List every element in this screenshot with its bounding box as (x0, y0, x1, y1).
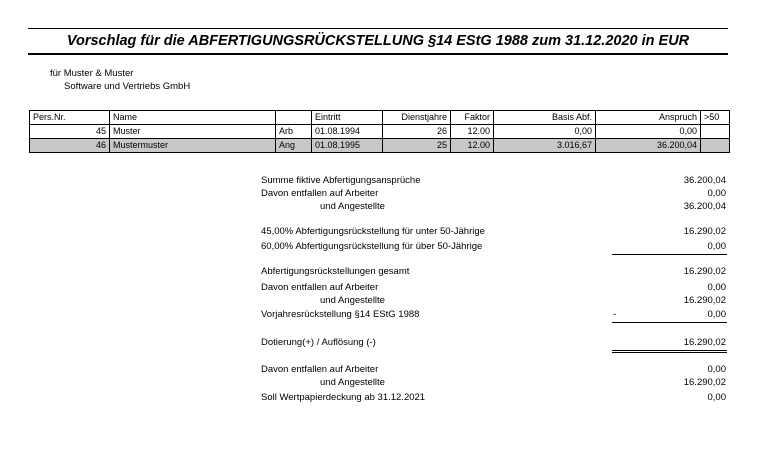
fiktiv-angestellte-value: 36.200,04 (683, 201, 726, 212)
cell-basis: 0,00 (494, 125, 596, 139)
dot-arbeiter-label: Davon entfallen auf Arbeiter (261, 364, 379, 375)
fiktiv-arbeiter-label: Davon entfallen auf Arbeiter (261, 188, 379, 199)
gesamt-arbeiter-label: Davon entfallen auf Arbeiter (261, 282, 379, 293)
col-header-anspruch: Anspruch (596, 111, 701, 125)
gesamt-value: 16.290,02 (683, 266, 726, 277)
cell-type: Ang (276, 139, 312, 153)
total-double-rule (612, 350, 727, 353)
ueber50-value: 0,00 (707, 241, 726, 252)
cell-dienstjahre: 26 (383, 125, 451, 139)
dot-angestellte-value: 16.290,02 (683, 377, 726, 388)
company-line-1: für Muster & Muster (50, 68, 134, 79)
gesamt-label: Abfertigungsrückstellungen gesamt (261, 266, 410, 277)
cell-basis: 3.016,67 (494, 139, 596, 153)
ueber50-label: 60,00% Abfertigungsrückstellung für über 50-Jährige (261, 241, 483, 252)
col-header-pers-nr: Pers.Nr. (30, 111, 110, 125)
col-header-dienstjahre: Dienstjahre (383, 111, 451, 125)
col-header-name: Name (110, 111, 276, 125)
cell-faktor: 12.00 (451, 139, 494, 153)
cell-pers-nr: 45 (30, 125, 110, 139)
cell-name: Muster (110, 125, 276, 139)
wertpapier-value: 0,00 (707, 392, 726, 403)
gesamt-angestellte-label: und Angestellte (320, 295, 385, 306)
fiktiv-arbeiter-value: 0,00 (707, 188, 726, 199)
report-title: Vorschlag für die ABFERTIGUNGSRÜCKSTELLUNG §14 EStG 1988 zum 31.12.2020 in EUR (28, 28, 728, 55)
cell-faktor: 12.00 (451, 125, 494, 139)
col-header-faktor: Faktor (451, 111, 494, 125)
cell-dienstjahre: 25 (383, 139, 451, 153)
fiktiv-label: Summe fiktive Abfertigungsansprüche (261, 175, 421, 186)
col-header-eintritt: Eintritt (312, 111, 383, 125)
dotierung-label: Dotierung(+) / Auflösung (-) (261, 337, 376, 348)
vorjahr-label: Vorjahresrückstellung §14 EStG 1988 (261, 309, 420, 320)
gesamt-angestellte-value: 16.290,02 (683, 295, 726, 306)
col-header-over50: >50 (701, 111, 730, 125)
cell-pers-nr: 46 (30, 139, 110, 153)
vorjahr-minus-sign: - (613, 309, 617, 320)
cell-eintritt: 01.08.1995 (312, 139, 383, 153)
dot-angestellte-label: und Angestellte (320, 377, 385, 388)
col-header-basis: Basis Abf. (494, 111, 596, 125)
dotierung-value: 16.290,02 (683, 337, 726, 348)
company-line-2: Software und Vertriebs GmbH (64, 81, 191, 92)
fiktiv-value: 36.200,04 (683, 175, 726, 186)
vorjahr-value: 0,00 (707, 309, 726, 320)
subtotal-rule (612, 254, 727, 255)
unter50-value: 16.290,02 (683, 226, 726, 237)
unter50-label: 45,00% Abfertigungsrückstellung für unter 50-Jährige (261, 226, 485, 237)
cell-type: Arb (276, 125, 312, 139)
gesamt-arbeiter-value: 0,00 (707, 282, 726, 293)
fiktiv-angestellte-label: und Angestellte (320, 201, 385, 212)
wertpapier-label: Soll Wertpapierdeckung ab 31.12.2021 (261, 392, 426, 403)
cell-name: Mustermuster (110, 139, 276, 153)
difference-rule (612, 322, 727, 323)
cell-eintritt: 01.08.1994 (312, 125, 383, 139)
cell-anspruch: 0,00 (596, 125, 701, 139)
cell-anspruch: 36.200,04 (596, 139, 701, 153)
dot-arbeiter-value: 0,00 (707, 364, 726, 375)
